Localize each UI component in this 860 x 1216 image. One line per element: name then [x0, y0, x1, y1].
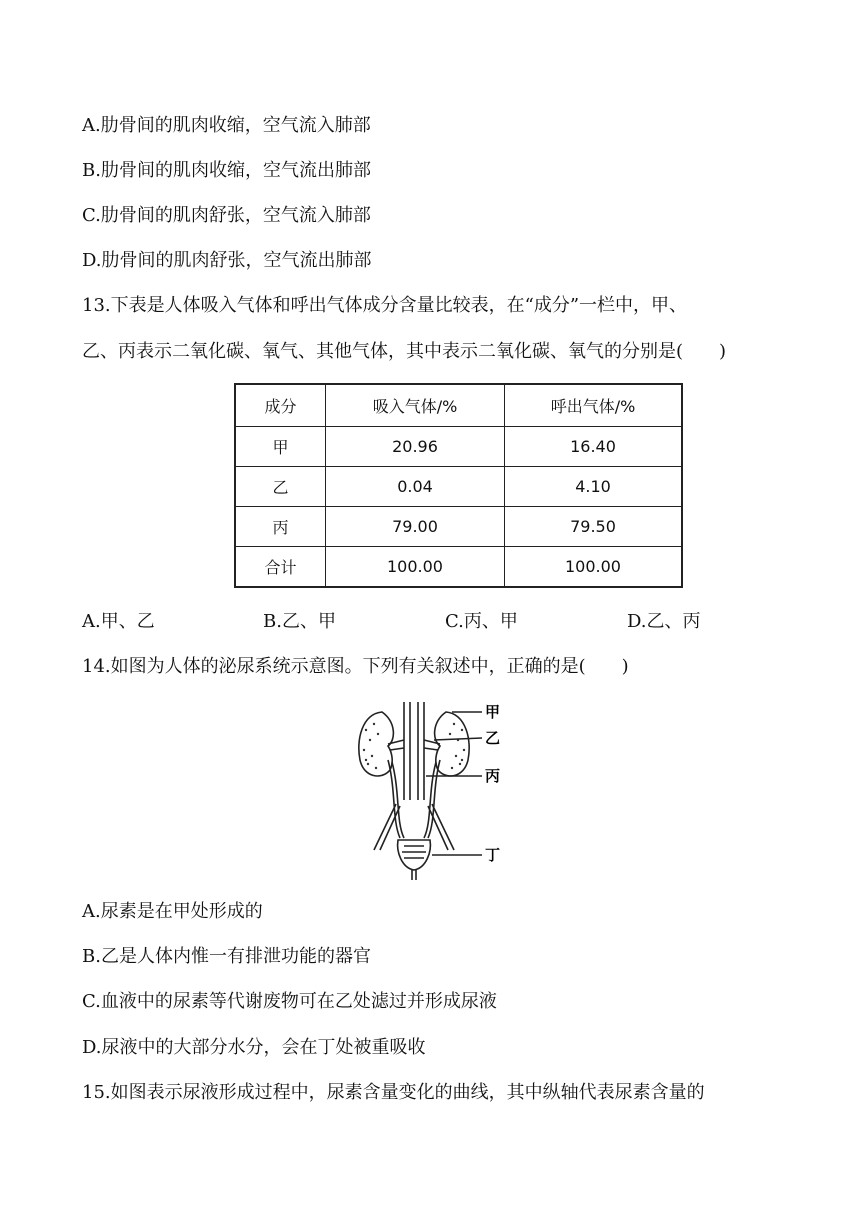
table-cell: 甲 [235, 427, 326, 467]
table-header-cell: 吸入气体/% [326, 384, 505, 427]
label-bing: 丙 [485, 767, 501, 785]
table-cell: 100.00 [505, 547, 683, 588]
q13-stem-line1: 13.下表是人体吸入气体和呼出气体成分含量比较表，在“成分”一栏中，甲、 [82, 295, 688, 316]
table-cell: 0.04 [326, 467, 505, 507]
q14-option-b: B.乙是人体内惟一有排泄功能的器官 [82, 946, 371, 967]
q15-stem: 15.如图表示尿液形成过程中，尿素含量变化的曲线，其中纵轴代表尿素含量的 [82, 1082, 705, 1103]
q13-stem-line2: 乙、丙表示二氧化碳、氧气、其他气体，其中表示二氧化碳、氧气的分别是( ) [82, 341, 727, 362]
q13-option-a: A.甲、乙 [82, 611, 155, 632]
label-ding: 丁 [485, 846, 501, 864]
table-header-cell: 成分 [235, 384, 326, 427]
table-row [235, 427, 682, 467]
q14-option-c: C.血液中的尿素等代谢废物可在乙处滤过并形成尿液 [82, 991, 497, 1012]
q12-option-c: C.肋骨间的肌肉舒张，空气流入肺部 [82, 205, 371, 226]
table-cell: 79.00 [326, 507, 505, 547]
gas-composition-table [234, 383, 683, 588]
q13-options [82, 610, 782, 634]
table-header-row [235, 384, 682, 427]
table-row [235, 547, 682, 588]
table-cell: 乙 [235, 467, 326, 507]
table-cell: 79.50 [505, 507, 683, 547]
q13-option-b: B.乙、甲 [263, 611, 336, 632]
table-cell: 100.00 [326, 547, 505, 588]
q12-option-b: B.肋骨间的肌肉收缩，空气流出肺部 [82, 160, 371, 181]
urinary-system-svg [352, 700, 508, 882]
table-row [235, 507, 682, 547]
urinary-system-diagram [352, 700, 508, 882]
table-row [235, 467, 682, 507]
table-cell: 16.40 [505, 427, 683, 467]
table-cell: 20.96 [326, 427, 505, 467]
table-cell: 丙 [235, 507, 326, 547]
q14-option-d: D.尿液中的大部分水分，会在丁处被重吸收 [82, 1037, 426, 1058]
q13-option-c: C.丙、甲 [445, 611, 518, 632]
q12-option-a: A.肋骨间的肌肉收缩，空气流入肺部 [82, 115, 371, 136]
table-cell: 4.10 [505, 467, 683, 507]
table-cell: 合计 [235, 547, 326, 588]
label-jia: 甲 [485, 703, 501, 721]
q12-option-d: D.肋骨间的肌肉舒张，空气流出肺部 [82, 250, 372, 271]
q14-option-a: A.尿素是在甲处形成的 [82, 901, 263, 922]
table-header-cell: 呼出气体/% [505, 384, 683, 427]
q14-stem: 14.如图为人体的泌尿系统示意图。下列有关叙述中，正确的是( ) [82, 656, 629, 677]
q13-option-d: D.乙、丙 [627, 611, 701, 632]
label-yi: 乙 [485, 729, 501, 747]
